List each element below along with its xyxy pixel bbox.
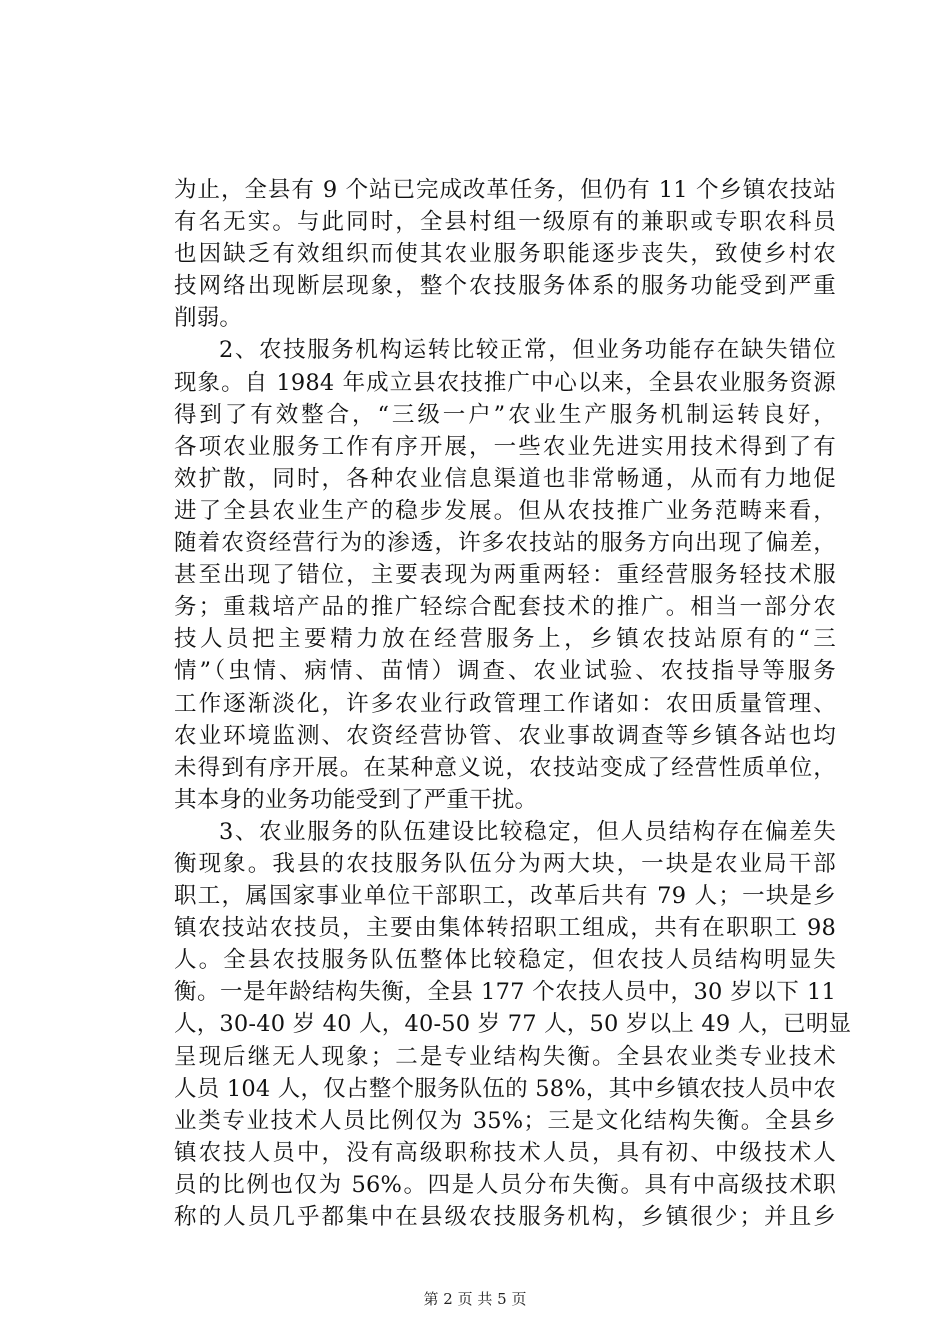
text-line: 农业环境监测、农资经营协管、农业事故调查等乡镇各站也均 bbox=[174, 722, 836, 749]
text-line: 人。全县农技服务队伍整体比较稳定，但农技人员结构明显失 bbox=[174, 947, 836, 974]
text-line: 人，30-40 岁 40 人，40-50 岁 77 人，50 岁以上 49 人，已明显 bbox=[174, 1011, 852, 1038]
text-line: 为止，全县有 9 个站已完成改革任务，但仍有 11 个乡镇农技站 bbox=[174, 177, 836, 203]
text-line: 随着农资经营行为的渗透，许多农技站的服务方向出现了偏差， bbox=[174, 530, 836, 557]
text-line: 削弱。 bbox=[174, 305, 243, 332]
text-line: 各项农业服务工作有序开展，一些农业先进实用技术得到了有 bbox=[174, 433, 836, 460]
text-line: 技网络出现断层现象，整个农技服务体系的服务功能受到严重 bbox=[174, 273, 836, 300]
text-line: 技人员把主要精力放在经营服务上，乡镇农技站原有的“三 bbox=[174, 626, 836, 653]
text-line: 称的人员几乎都集中在县级农技服务机构，乡镇很少；并且乡 bbox=[174, 1204, 836, 1230]
text-line: 镇农技站农技员，主要由集体转招职工组成，共有在职职工 98 bbox=[174, 915, 836, 942]
body-text bbox=[174, 174, 852, 1233]
text-line: 人员 104 人，仅占整个服务队伍的 58%，其中乡镇农技人员中农 bbox=[174, 1075, 836, 1102]
text-line: 衡现象。我县的农技服务队伍分为两大块，一块是农业局干部 bbox=[174, 850, 836, 877]
paragraph-start-line: 2、农技服务机构运转比较正常，但业务功能存在缺失错位 bbox=[219, 337, 836, 364]
text-line: 其本身的业务功能受到了严重干扰。 bbox=[174, 786, 538, 813]
paragraph-start-line: 3、农业服务的队伍建设比较稳定，但人员结构存在偏差失 bbox=[219, 818, 836, 845]
text-line: 情”（虫情、病情、苗情）调查、农业试验、农技指导等服务 bbox=[174, 658, 836, 685]
text-line: 呈现后继无人现象；二是专业结构失衡。全县农业类专业技术 bbox=[174, 1043, 836, 1070]
text-line: 衡。一是年龄结构失衡，全县 177 个农技人员中，30 岁以下 11 bbox=[174, 979, 836, 1006]
text-line: 业类专业技术人员比例仅为 35%；三是文化结构失衡。全县乡 bbox=[174, 1107, 836, 1134]
text-line: 效扩散，同时，各种农业信息渠道也非常畅通，从而有力地促 bbox=[174, 465, 836, 492]
text-line: 务；重栽培产品的推广轻综合配套技术的推广。相当一部分农 bbox=[174, 594, 836, 621]
text-line: 工作逐渐淡化，许多农业行政管理工作诸如：农田质量管理、 bbox=[174, 690, 836, 717]
text-line: 职工，属国家事业单位干部职工，改革后共有 79 人；一块是乡 bbox=[174, 883, 836, 910]
text-line: 有名无实。与此同时，全县村组一级原有的兼职或专职农科员 bbox=[174, 209, 836, 236]
text-line: 未得到有序开展。在某种意义说，农技站变成了经营性质单位， bbox=[174, 754, 836, 781]
text-line: 现象。自 1984 年成立县农技推广中心以来，全县农业服务资源 bbox=[174, 369, 836, 396]
text-line: 也因缺乏有效组织而使其农业服务职能逐步丧失，致使乡村农 bbox=[174, 241, 836, 268]
text-line: 甚至出现了错位，主要表现为两重两轻：重经营服务轻技术服 bbox=[174, 562, 836, 589]
text-line: 得到了有效整合，“三级一户”农业生产服务机制运转良好， bbox=[174, 401, 836, 428]
text-line: 镇农技人员中，没有高级职称技术人员，具有初、中级技术人 bbox=[174, 1139, 836, 1166]
text-line: 员的比例也仅为 56%。四是人员分布失衡。具有中高级技术职 bbox=[174, 1171, 836, 1198]
text-line: 进了全县农业生产的稳步发展。但从农技推广业务范畴来看， bbox=[174, 497, 836, 524]
page-footer: 第 2 页 共 5 页 bbox=[423, 1290, 527, 1308]
